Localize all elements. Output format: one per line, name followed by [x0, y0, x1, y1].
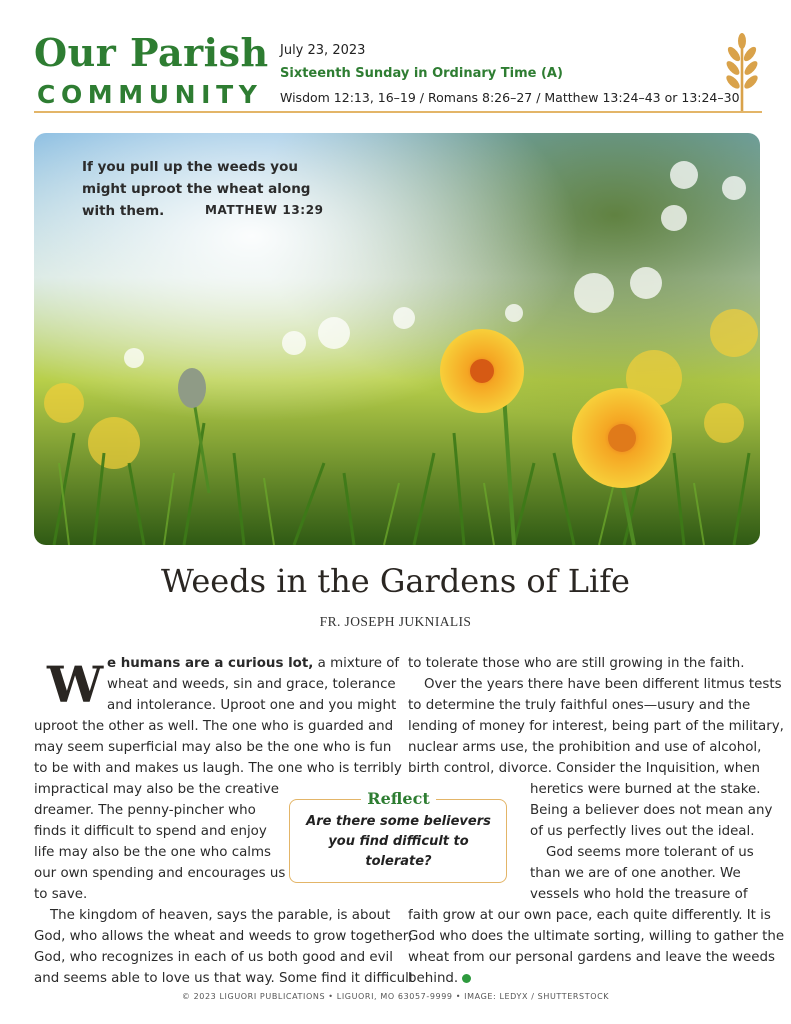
- article-line: lending of money for interest, being part of the military,: [408, 719, 784, 734]
- issue-date: July 23, 2023: [280, 43, 366, 58]
- article-line: impractical may also be the creative: [34, 782, 280, 797]
- article-line: wheat and weeds, sin and grace, tolerance: [107, 677, 396, 692]
- article-line: of us perfectly lives out the ideal.: [530, 824, 755, 839]
- article-line: e humans are a curious lot, a mixture of: [107, 656, 400, 671]
- hero-quote-source: MATTHEW 13:29: [205, 203, 324, 217]
- article-line: The kingdom of heaven, says the parable, is about: [50, 908, 391, 923]
- liturgical-sunday: Sixteenth Sunday in Ordinary Time (A): [280, 66, 563, 81]
- article-byline: FR. JOSEPH JUKNIALIS: [319, 614, 472, 629]
- logo-community: COMMUNITY: [37, 80, 263, 109]
- article-line: heretics were burned at the stake.: [530, 782, 761, 797]
- article-line: nuclear arms use, the prohibition and use of alcohol,: [408, 740, 762, 755]
- drop-cap: W: [47, 655, 104, 714]
- reflect-title: Reflect: [289, 789, 508, 808]
- article-line: wheat from our personal gardens and leave the weeds: [408, 950, 775, 965]
- article-line: Being a believer does not mean any: [530, 803, 773, 818]
- article-line: behind.: [408, 970, 471, 987]
- wheat-icon: [722, 32, 762, 114]
- article-line: dreamer. The penny-pincher who: [34, 803, 256, 818]
- article-line: than we are of one another. We: [530, 866, 741, 881]
- article-line: vessels who hold the treasure of: [530, 887, 748, 902]
- article-line: uproot the other as well. The one who is guarded and: [34, 719, 394, 734]
- header-divider: [34, 111, 762, 113]
- end-mark-icon: [462, 974, 471, 983]
- article-line: God who does the ultimate sorting, willing to gather the: [408, 929, 785, 944]
- hero-quote: If you pull up the weeds you might uproot the wheat along with them.: [82, 159, 311, 219]
- article-line: Over the years there have been different litmus tests: [424, 677, 782, 692]
- scripture-readings: Wisdom 12:13, 16–19 / Romans 8:26–27 / Matthew 13:24–43 or 13:24–30: [280, 90, 740, 105]
- article-line: and seems able to love us that way. Some find it difficult: [34, 971, 415, 986]
- article-line: to determine the truly faithful ones—usury and the: [408, 698, 751, 713]
- logo-our-parish: Our Parish: [34, 30, 269, 75]
- article-line: God, who recognizes in each of us both good and evil: [34, 950, 393, 965]
- article-line: to save.: [34, 887, 88, 902]
- reflect-question: Are there some believers you find difficult to tolerate?: [306, 814, 491, 869]
- article-line: birth control, divorce. Consider the Inquisition, when: [408, 761, 760, 776]
- article-line: may seem superficial may also be the one who is fun: [34, 740, 392, 755]
- footer-credits: © 2023 LIGUORI PUBLICATIONS • LIGUORI, MO 63057-9999 • IMAGE: LEDYX / SHUTTERSTOCK: [181, 992, 610, 1001]
- article-line: God, who allows the wheat and weeds to grow together;: [34, 929, 413, 944]
- article-line: our own spending and encourages us: [34, 866, 286, 881]
- lead-in: e humans are a curious lot,: [107, 656, 314, 671]
- article-line: and intolerance. Uproot one and you might: [107, 698, 397, 713]
- article-line: to be with and makes us laugh. The one who is terribly: [34, 761, 402, 776]
- article-line: to tolerate those who are still growing in the faith.: [408, 656, 745, 671]
- article-line: God seems more tolerant of us: [546, 845, 754, 860]
- article-line: faith grow at our own pace, each quite differently. It is: [408, 908, 771, 923]
- article-title: Weeds in the Gardens of Life: [161, 562, 630, 600]
- article-line: life may also be the one who calms: [34, 845, 272, 860]
- article-line: finds it difficult to spend and enjoy: [34, 824, 267, 839]
